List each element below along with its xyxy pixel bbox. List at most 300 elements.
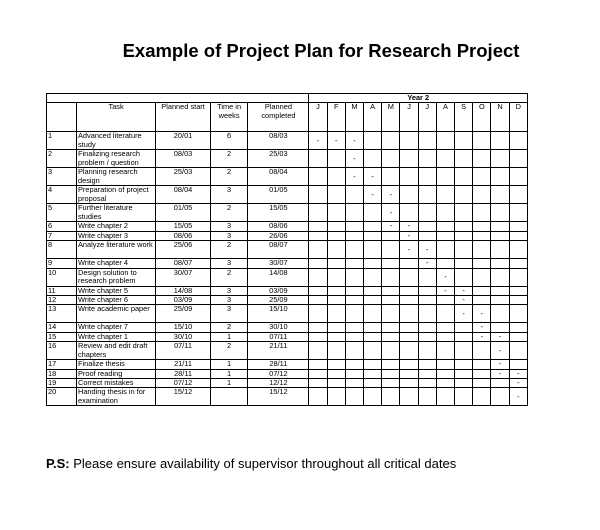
- month-cell: [400, 186, 418, 204]
- month-cell: [309, 360, 327, 369]
- month-cell: [455, 369, 473, 378]
- header-month-11: D: [509, 103, 527, 132]
- month-cell: [418, 388, 436, 406]
- month-cell: [327, 259, 345, 268]
- row-time-in-weeks: 1: [210, 332, 247, 341]
- table-row: [47, 342, 528, 360]
- month-cell: [400, 360, 418, 369]
- table-row: [47, 323, 528, 332]
- month-cell: [491, 186, 509, 204]
- row-time-in-weeks: 2: [210, 150, 247, 168]
- header-month-6: J: [418, 103, 436, 132]
- month-cell: [455, 186, 473, 204]
- month-cell: [455, 204, 473, 222]
- month-cell: [327, 231, 345, 240]
- month-cell: [364, 204, 382, 222]
- month-cell: [436, 132, 454, 150]
- month-cell: [491, 259, 509, 268]
- month-cell: [491, 132, 509, 150]
- month-cell: -: [491, 360, 509, 369]
- month-cell: -: [418, 241, 436, 259]
- row-planned-completed: 01/05: [248, 186, 309, 204]
- month-cell: [455, 360, 473, 369]
- header-month-8: S: [455, 103, 473, 132]
- month-cell: [491, 323, 509, 332]
- month-cell: [491, 241, 509, 259]
- row-planned-start: 07/12: [156, 379, 211, 388]
- month-cell: [436, 305, 454, 323]
- row-time-in-weeks: 3: [210, 305, 247, 323]
- header-time-in-weeks: Time in weeks: [210, 103, 247, 132]
- month-cell: [455, 168, 473, 186]
- row-planned-completed: 08/03: [248, 132, 309, 150]
- month-cell: [309, 379, 327, 388]
- month-cell: [473, 268, 491, 286]
- row-task: Write chapter 6: [76, 296, 155, 305]
- month-cell: [382, 241, 400, 259]
- month-cell: [309, 241, 327, 259]
- month-cell: [473, 168, 491, 186]
- month-cell: [455, 342, 473, 360]
- month-cell: [455, 323, 473, 332]
- month-cell: [418, 186, 436, 204]
- month-cell: [400, 132, 418, 150]
- month-cell: [345, 186, 363, 204]
- month-cell: [382, 342, 400, 360]
- month-cell: [491, 388, 509, 406]
- row-planned-start: 25/06: [156, 241, 211, 259]
- row-planned-completed: 15/10: [248, 305, 309, 323]
- month-cell: -: [455, 296, 473, 305]
- month-cell: [400, 388, 418, 406]
- month-cell: [345, 231, 363, 240]
- month-cell: [418, 332, 436, 341]
- table-row: [47, 168, 528, 186]
- month-cell: [400, 286, 418, 295]
- footnote-text: Please ensure availability of supervisor throughout all critical dates: [69, 456, 457, 471]
- month-cell: [436, 369, 454, 378]
- row-planned-start: 08/03: [156, 150, 211, 168]
- month-cell: [418, 296, 436, 305]
- month-cell: [455, 268, 473, 286]
- row-time-in-weeks: 3: [210, 222, 247, 231]
- month-cell: [455, 132, 473, 150]
- row-planned-start: 25/03: [156, 168, 211, 186]
- month-cell: -: [491, 332, 509, 341]
- month-cell: [382, 360, 400, 369]
- month-cell: [473, 286, 491, 295]
- month-cell: [327, 150, 345, 168]
- month-cell: [327, 286, 345, 295]
- header-task: Task: [76, 103, 155, 132]
- year-header-spacer: [47, 94, 309, 103]
- month-cell: -: [345, 150, 363, 168]
- month-cell: [382, 168, 400, 186]
- month-cell: [509, 332, 527, 341]
- month-cell: [345, 259, 363, 268]
- row-task: Write chapter 3: [76, 231, 155, 240]
- row-time-in-weeks: 2: [210, 342, 247, 360]
- month-cell: [327, 379, 345, 388]
- row-planned-completed: 28/11: [248, 360, 309, 369]
- month-cell: -: [418, 259, 436, 268]
- row-number: 8: [47, 241, 77, 259]
- row-time-in-weeks: 2: [210, 323, 247, 332]
- month-cell: [491, 222, 509, 231]
- month-cell: [491, 168, 509, 186]
- month-cell: [327, 296, 345, 305]
- month-cell: [509, 296, 527, 305]
- row-task: Advanced literature study: [76, 132, 155, 150]
- month-cell: [309, 305, 327, 323]
- month-cell: [418, 286, 436, 295]
- header-month-9: O: [473, 103, 491, 132]
- month-cell: [364, 150, 382, 168]
- month-cell: [436, 360, 454, 369]
- month-cell: [382, 379, 400, 388]
- month-cell: [345, 241, 363, 259]
- table-row: [47, 132, 528, 150]
- row-planned-start: 21/11: [156, 360, 211, 369]
- month-cell: [473, 342, 491, 360]
- month-cell: [345, 323, 363, 332]
- row-planned-completed: 03/09: [248, 286, 309, 295]
- month-cell: [491, 296, 509, 305]
- row-planned-start: 15/05: [156, 222, 211, 231]
- month-cell: -: [473, 332, 491, 341]
- month-cell: [327, 369, 345, 378]
- month-cell: [382, 231, 400, 240]
- month-cell: [364, 388, 382, 406]
- month-cell: [418, 132, 436, 150]
- table-row: [47, 286, 528, 295]
- month-cell: [382, 369, 400, 378]
- month-cell: [436, 168, 454, 186]
- header-planned-completed: Planned completed: [248, 103, 309, 132]
- table-row: [47, 379, 528, 388]
- row-planned-start: 08/04: [156, 186, 211, 204]
- row-planned-start: 30/07: [156, 268, 211, 286]
- row-number: 13: [47, 305, 77, 323]
- month-cell: [509, 323, 527, 332]
- month-cell: [418, 360, 436, 369]
- month-cell: [327, 168, 345, 186]
- month-cell: -: [345, 132, 363, 150]
- month-cell: [418, 369, 436, 378]
- table-row: [47, 204, 528, 222]
- year-header-row: [47, 94, 528, 103]
- month-cell: [364, 342, 382, 360]
- row-number: 4: [47, 186, 77, 204]
- row-time-in-weeks: 1: [210, 360, 247, 369]
- month-cell: [327, 268, 345, 286]
- month-cell: [400, 332, 418, 341]
- month-cell: [509, 241, 527, 259]
- month-cell: [364, 296, 382, 305]
- month-cell: [436, 204, 454, 222]
- month-cell: [455, 150, 473, 168]
- month-cell: [491, 204, 509, 222]
- month-cell: [436, 186, 454, 204]
- month-cell: [382, 286, 400, 295]
- row-planned-completed: 08/04: [248, 168, 309, 186]
- month-cell: [327, 332, 345, 341]
- month-cell: [364, 222, 382, 231]
- row-task: Write chapter 4: [76, 259, 155, 268]
- month-cell: -: [364, 186, 382, 204]
- row-planned-start: 08/06: [156, 231, 211, 240]
- row-number: 14: [47, 323, 77, 332]
- month-cell: [382, 296, 400, 305]
- month-cell: [509, 305, 527, 323]
- month-cell: [309, 268, 327, 286]
- month-cell: [400, 204, 418, 222]
- month-cell: [455, 222, 473, 231]
- month-cell: -: [455, 286, 473, 295]
- month-cell: -: [400, 222, 418, 231]
- row-task: Proof reading: [76, 369, 155, 378]
- month-cell: [364, 259, 382, 268]
- month-cell: [327, 360, 345, 369]
- month-cell: [345, 369, 363, 378]
- month-cell: [455, 332, 473, 341]
- row-time-in-weeks: [210, 388, 247, 406]
- project-plan-table: [46, 93, 528, 406]
- month-cell: [473, 222, 491, 231]
- month-cell: [418, 204, 436, 222]
- header-number: [47, 103, 77, 132]
- row-number: 12: [47, 296, 77, 305]
- month-cell: -: [455, 305, 473, 323]
- month-cell: [509, 259, 527, 268]
- month-cell: [491, 305, 509, 323]
- month-cell: [455, 379, 473, 388]
- month-cell: [309, 286, 327, 295]
- row-planned-completed: 12/12: [248, 379, 309, 388]
- month-cell: [364, 323, 382, 332]
- month-cell: -: [364, 168, 382, 186]
- month-cell: [473, 231, 491, 240]
- month-cell: [509, 342, 527, 360]
- row-time-in-weeks: 3: [210, 231, 247, 240]
- row-task: Review and edit draft chapters: [76, 342, 155, 360]
- row-number: 11: [47, 286, 77, 295]
- row-planned-start: 15/10: [156, 323, 211, 332]
- month-cell: [364, 268, 382, 286]
- month-cell: [364, 305, 382, 323]
- month-cell: [418, 150, 436, 168]
- year-label: Year 2: [309, 94, 528, 103]
- table-row: [47, 369, 528, 378]
- month-cell: [345, 296, 363, 305]
- month-cell: -: [491, 369, 509, 378]
- month-cell: [509, 222, 527, 231]
- row-task: Design solution to research problem: [76, 268, 155, 286]
- row-number: 15: [47, 332, 77, 341]
- row-number: 6: [47, 222, 77, 231]
- row-task: Analyze literature work: [76, 241, 155, 259]
- month-cell: [418, 379, 436, 388]
- month-cell: [473, 360, 491, 369]
- month-cell: [400, 379, 418, 388]
- month-cell: [327, 186, 345, 204]
- header-month-0: J: [309, 103, 327, 132]
- month-cell: [400, 259, 418, 268]
- month-cell: [455, 259, 473, 268]
- table-row: [47, 241, 528, 259]
- page-title: Example of Project Plan for Research Project: [122, 40, 520, 61]
- table-row: [47, 296, 528, 305]
- month-cell: [436, 296, 454, 305]
- month-cell: [309, 388, 327, 406]
- month-cell: [491, 268, 509, 286]
- row-task: Correct mistakes: [76, 379, 155, 388]
- month-cell: [473, 379, 491, 388]
- month-cell: [364, 360, 382, 369]
- row-planned-completed: 21/11: [248, 342, 309, 360]
- row-planned-completed: 14/08: [248, 268, 309, 286]
- row-planned-start: 14/08: [156, 286, 211, 295]
- header-month-5: J: [400, 103, 418, 132]
- row-time-in-weeks: 3: [210, 186, 247, 204]
- month-cell: [309, 150, 327, 168]
- month-cell: [473, 186, 491, 204]
- header-month-7: A: [436, 103, 454, 132]
- month-cell: [400, 305, 418, 323]
- month-cell: -: [509, 379, 527, 388]
- month-cell: [473, 241, 491, 259]
- row-time-in-weeks: 6: [210, 132, 247, 150]
- month-cell: [345, 332, 363, 341]
- month-cell: [345, 379, 363, 388]
- month-cell: [309, 296, 327, 305]
- row-number: 19: [47, 379, 77, 388]
- month-cell: [509, 204, 527, 222]
- row-task: Write chapter 5: [76, 286, 155, 295]
- row-planned-start: 01/05: [156, 204, 211, 222]
- month-cell: [436, 388, 454, 406]
- month-cell: [345, 268, 363, 286]
- row-number: 2: [47, 150, 77, 168]
- month-cell: -: [345, 168, 363, 186]
- month-cell: [309, 231, 327, 240]
- month-cell: [473, 259, 491, 268]
- month-cell: [436, 150, 454, 168]
- month-cell: [509, 186, 527, 204]
- row-planned-completed: 15/12: [248, 388, 309, 406]
- month-cell: [473, 204, 491, 222]
- month-cell: [455, 231, 473, 240]
- month-cell: [345, 305, 363, 323]
- row-planned-completed: 07/12: [248, 369, 309, 378]
- month-cell: [309, 342, 327, 360]
- month-cell: [436, 379, 454, 388]
- row-task: Write chapter 7: [76, 323, 155, 332]
- month-cell: [491, 150, 509, 168]
- month-cell: [327, 323, 345, 332]
- table-row: [47, 305, 528, 323]
- header-month-10: N: [491, 103, 509, 132]
- month-cell: [364, 286, 382, 295]
- month-cell: [400, 369, 418, 378]
- month-cell: [509, 150, 527, 168]
- table-row: [47, 231, 528, 240]
- month-cell: -: [473, 323, 491, 332]
- month-cell: [436, 342, 454, 360]
- month-cell: [400, 268, 418, 286]
- month-cell: -: [382, 186, 400, 204]
- row-task: Planning research design: [76, 168, 155, 186]
- table-row: [47, 222, 528, 231]
- month-cell: [418, 168, 436, 186]
- month-cell: [382, 323, 400, 332]
- footnote-prefix: P.S:: [46, 456, 70, 471]
- table-row: [47, 268, 528, 286]
- row-planned-completed: 30/10: [248, 323, 309, 332]
- month-cell: [473, 296, 491, 305]
- column-header-row: [47, 103, 528, 132]
- month-cell: -: [436, 268, 454, 286]
- month-cell: [400, 168, 418, 186]
- row-task: Write chapter 2: [76, 222, 155, 231]
- row-planned-completed: 25/09: [248, 296, 309, 305]
- month-cell: -: [400, 231, 418, 240]
- month-cell: [345, 222, 363, 231]
- row-time-in-weeks: 2: [210, 204, 247, 222]
- month-cell: -: [473, 305, 491, 323]
- month-cell: [382, 268, 400, 286]
- row-number: 10: [47, 268, 77, 286]
- row-time-in-weeks: 3: [210, 259, 247, 268]
- month-cell: -: [491, 342, 509, 360]
- month-cell: [473, 132, 491, 150]
- footnote: [46, 456, 456, 471]
- month-cell: [400, 150, 418, 168]
- month-cell: [491, 286, 509, 295]
- month-cell: -: [509, 388, 527, 406]
- month-cell: [491, 231, 509, 240]
- month-cell: -: [327, 132, 345, 150]
- row-task: Write chapter 1: [76, 332, 155, 341]
- month-cell: [382, 259, 400, 268]
- month-cell: [418, 231, 436, 240]
- month-cell: [436, 222, 454, 231]
- month-cell: [473, 150, 491, 168]
- month-cell: -: [400, 241, 418, 259]
- month-cell: [509, 286, 527, 295]
- month-cell: [364, 132, 382, 150]
- month-cell: [345, 342, 363, 360]
- month-cell: [382, 332, 400, 341]
- row-planned-completed: 15/05: [248, 204, 309, 222]
- row-planned-completed: 08/07: [248, 241, 309, 259]
- month-cell: [309, 332, 327, 341]
- row-number: 17: [47, 360, 77, 369]
- month-cell: -: [382, 204, 400, 222]
- month-cell: [418, 268, 436, 286]
- row-planned-start: 08/07: [156, 259, 211, 268]
- month-cell: [473, 369, 491, 378]
- row-time-in-weeks: 3: [210, 286, 247, 295]
- row-number: 18: [47, 369, 77, 378]
- month-cell: [327, 204, 345, 222]
- month-cell: [382, 132, 400, 150]
- row-number: 9: [47, 259, 77, 268]
- header-month-3: A: [364, 103, 382, 132]
- table-row: [47, 388, 528, 406]
- table-row: [47, 150, 528, 168]
- month-cell: [509, 268, 527, 286]
